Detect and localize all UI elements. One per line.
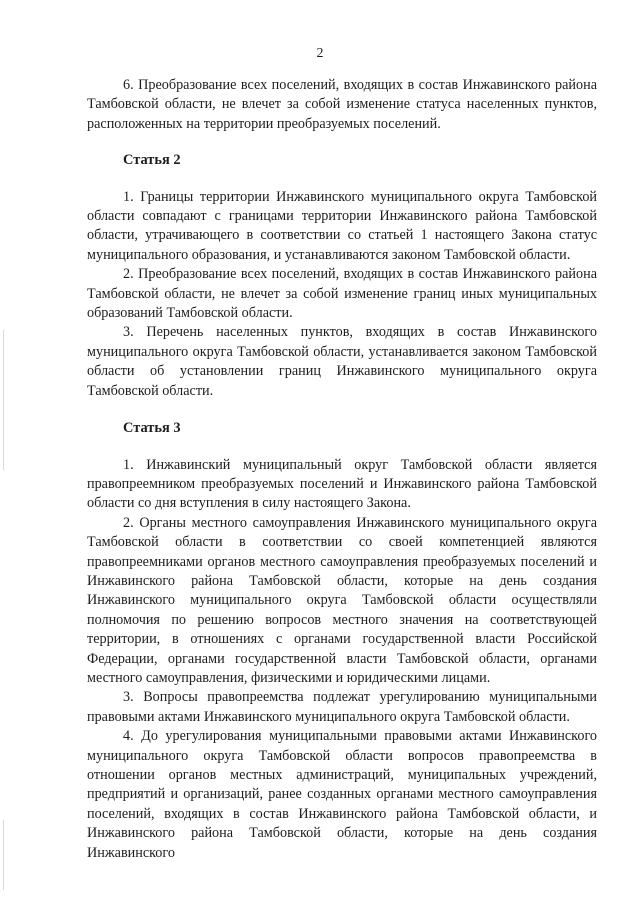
article3-paragraph-1: 1. Инжавинский муниципальный округ Тамбовской области является правопреемником преобразуемых поселений и Инжавинского района Тамбовской области со дня вступления в силу настоящего Закона. xyxy=(87,456,597,512)
page-number: 2 xyxy=(316,46,324,61)
article3-paragraph-3: 3. Вопросы правопреемства подлежат урегулированию муниципальными правовыми актами Инжавинского муниципального округа Тамбовской области. xyxy=(87,689,597,725)
article1-paragraph-6: 6. Преобразование всех поселений, входящих в состав Инжавинского района Тамбовской области, не влечет за собой изменение статуса населенных пунктов, расположенных на территории преобразуемых поселений. xyxy=(87,77,597,132)
article3-paragraph-2: 2. Органы местного самоуправления Инжавинского муниципального округа Тамбовской области в соответствии со своей компетенцией являются правопреемниками органов местного самоуправления преобразуемых поселений и Инжавинского района Тамбовской области, которые на день создания Инжавинского муниципального округа Тамбовской области осуществляли полномочия по решению вопросов местного значения на соответствующей территории, в отношениях с органами государственной власти Российской Федерации, органами государственной власти Тамбовской области, органами местного самоуправления, физическими и юридическими лицами. xyxy=(87,514,597,686)
article2-paragraph-3: 3. Перечень населенных пунктов, входящих в состав Инжавинского муниципального округа Тамбовской области, устанавливается законом Тамбовской области об установлении границ Инжавинского муниципального округа Тамбовской области. xyxy=(87,324,597,399)
article2-paragraph-2: 2. Преобразование всех поселений, входящих в состав Инжавинского района Тамбовской области, не влечет за собой изменение границ иных муниципальных образований Тамбовской области. xyxy=(87,266,597,322)
document-body xyxy=(87,76,597,863)
article3-paragraph-4: 4. До урегулирования муниципальными правовыми актами Инжавинского муниципального округа Тамбовской области вопросов правопреемства в отношении органов местных администраций, муниципальных учреждений, предприятий и организаций, ранее созданных органами местного самоуправления поселений, входящих в состав Инжавинского района Тамбовской области, и Инжавинского района Тамбовской области, которые на день создания Инжавинского xyxy=(87,728,597,861)
scan-margin-mark xyxy=(3,330,4,470)
article2-paragraph-1: 1. Границы территории Инжавинского муниципального округа Тамбовской области совпадают с границами территории Инжавинского района Тамбовской области, утрачивающего в соответствии со статьей 1 настоящего Закона статус муниципального образования, и устанавливаются законом Тамбовской области. xyxy=(87,188,597,263)
article-2-heading: Статья 2 xyxy=(123,152,181,169)
scan-margin-mark xyxy=(3,820,4,890)
article-3-heading: Статья 3 xyxy=(123,420,181,437)
